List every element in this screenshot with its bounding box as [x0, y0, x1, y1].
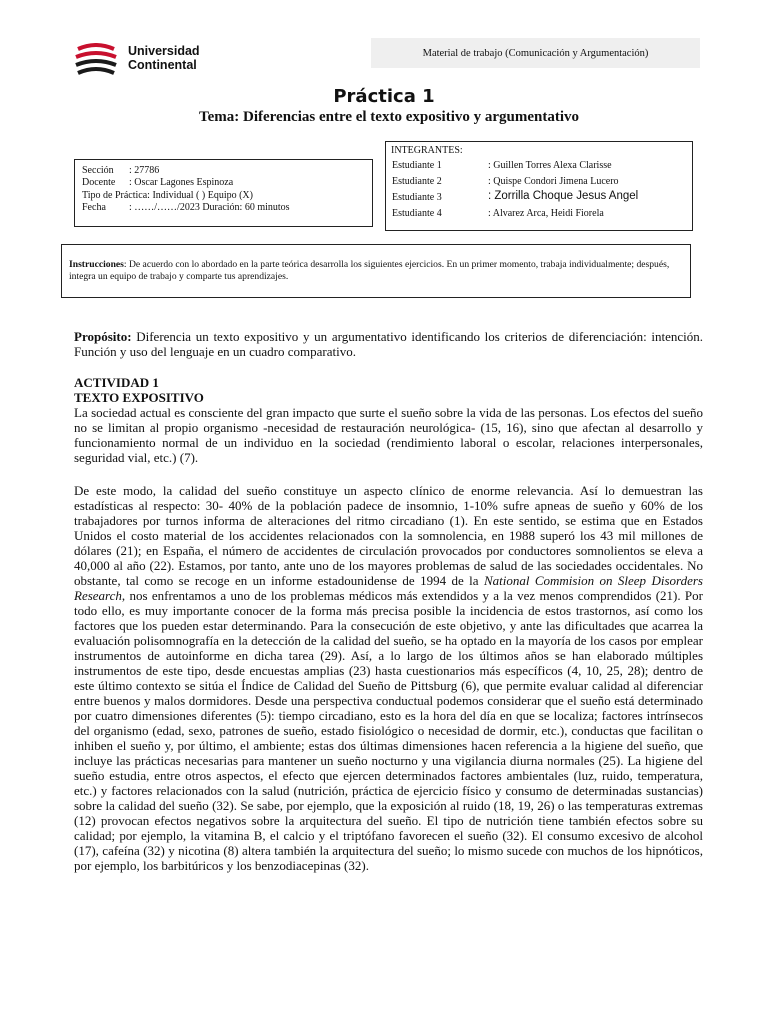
universidad-continental-logo	[72, 43, 120, 77]
texto-tipo-heading: TEXTO EXPOSITIVO	[74, 390, 204, 405]
paragraph-1: La sociedad actual es consciente del gran impacto que surte el sueño sobre la vida de las personas. Los efectos del sueño no se limitan al propio organismo -necesidad de restauración neurológica- (15, 16), sino que afectan al desarrollo y funcionamiento normal de un individuo en la sociedad (rendimiento laboral o escolar, relaciones interpersonales, seguridad vial, etc.) (7).	[74, 405, 703, 465]
fecha-row	[82, 202, 372, 214]
course-info-box	[74, 159, 373, 227]
proposito-text: Diferencia un texto expositivo y un argumentativo identificando los criterios de diferenciación: intención. Función y uso del lenguaje en un cuadro comparativo.	[74, 329, 703, 359]
tema-heading: Tema: Diferencias entre el texto expositivo y argumentativo	[198, 109, 580, 125]
member-row	[391, 173, 692, 189]
member-name: : Zorrilla Choque Jesus Angel	[488, 190, 639, 202]
instructions-label: Instrucciones	[69, 259, 124, 270]
instructions-text: : De acuerdo con lo abordado en la parte teórica desarrolla los siguientes ejercicios. En un primer momento, trabaja individualmente; después, integra un equipo de trabajo y comparte tus aprendizajes.	[69, 259, 670, 282]
material-label	[371, 38, 700, 68]
member-label: Estudiante 4	[392, 208, 442, 219]
seccion-row	[82, 165, 372, 177]
university-name-line1: Universidad	[128, 44, 200, 58]
docente-row	[82, 177, 372, 189]
member-name: : Guillen Torres Alexa Clarisse	[488, 160, 612, 171]
member-row	[391, 157, 692, 173]
instructions-box	[61, 244, 691, 298]
docente-value: : Oscar Lagones Espinoza	[129, 177, 234, 189]
member-name: : Quispe Condori Jimena Lucero	[488, 176, 619, 187]
integrantes-box	[385, 141, 693, 231]
proposito-label: Propósito:	[74, 329, 132, 344]
docente-label: Docente	[82, 177, 116, 189]
tipo-practica-row: Tipo de Práctica: Individual ( ) Equipo (X)	[82, 189, 253, 201]
member-label: Estudiante 2	[392, 176, 442, 187]
integrantes-heading: INTEGRANTES:	[391, 145, 463, 156]
seccion-label: Sección	[82, 165, 114, 176]
member-label: Estudiante 1	[392, 160, 442, 171]
university-name-line2: Continental	[128, 58, 197, 72]
member-name: : Alvarez Arca, Heidi Fiorela	[488, 208, 604, 219]
paragraph-2-part-a: De este modo, la calidad del sueño constituye un aspecto clínico de enorme relevancia. Así lo demuestran las estadísticas al respecto: 30- 40% de la población padece de insomnio, 1-10% sufre apneas de sueño y 60% de los trabajadores por turnos informa de alteraciones del ritmo circadiano (1). En este sentido, se estima que en Estados Unidos el costo material de los accidentes relacionados con la somnolencia, en 1988 superó los 43 mil millones de dólares (21); en España, el número de accidentes de circulación provocados por conductores somnolientos se eleva a 40,000 al año (22). Estamos, por tanto, ante uno de los mayores problemas de salud de las sociedades occidentales. No obstante, tal como se recoge en un informe estadounidense de 1994 de la	[74, 483, 703, 588]
fecha-label: Fecha	[82, 202, 106, 214]
member-row	[391, 189, 692, 205]
seccion-value: : 27786	[129, 165, 160, 176]
paragraph-2-part-b: , nos enfrentamos a uno de los problemas médicos más extendidos y a la vez menos comprendidos (21). Por todo ello, es muy importante conocer de la forma más precisa posible la incidencia de estos trastornos, así como los factores que los pueden estar determinando. Para la consecución de este objetivo, y ante las dificultades que acarrea la evaluación polisomnografía en la detección de la calidad del sueño, se ha optado en la mayoría de los casos por emplear instrumentos de autoinforme en dicha tarea (29). Así, a lo largo de los últimos años se han elaborado múltiples instrumentos de este tipo, desde encuestas amplias (23) hasta cuestionarios más específicos (4, 10, 25, 28); dentro de este último contexto se sitúa el Índice de Calidad del Sueño de Pittsburg (6), que permite evaluar calidad al diferenciar entre buenos y malos dormidores. Desde una perspectiva conductual podemos considerar que el sueño está determinado por cuatro dimensiones diferentes (5): tiempo circadiano, esto es la hora del día en que se localiza; factores intrínsecos del organismo (edad, sexo, patrones de sueño, estado fisiológico o necesidad de dormir, etc.), conductas que facilitan o inhiben el sueño y, por último, el ambiente; estas dos últimas dimensiones hacen referencia a la higiene del sueño, que incluye las prácticas necesarias para mantener un sueño nocturno y una vigilancia diurna normales (25). La higiene del sueño estudia, entre otros aspectos, el efecto que ejercen determinados factores ambientales (luz, ruido, temperatura, etc.) y factores relacionados con la salud (nutrición, práctica de ejercicio físico y consumo de determinadas sustancias) sobre la calidad del sueño (32). Se sabe, por ejemplo, que la exposición al ruido (18, 19, 26) o las temperaturas extremas (12) provocan efectos negativos sobre la arquitectura del sueño. El tipo de nutrición tiene también efectos sobre su calidad; por ejemplo, la vitamina B, el calcio y el triptófano favorecen el sueño (32). El consumo excesivo de alcohol (17), cafeína (32) y nicotina (8) altera también la arquitectura del sueño; lo mismo sucede con muchos de los hipnóticos, por ejemplo, los barbitúricos y los benzodiacepinas (32).	[74, 588, 703, 873]
actividad-heading: ACTIVIDAD 1	[74, 375, 159, 390]
member-label: Estudiante 3	[392, 192, 442, 203]
material-text: Material de trabajo (Comunicación y Argumentación)	[422, 47, 649, 59]
member-row	[391, 205, 692, 221]
fecha-value: : ……/……/2023 Duración: 60 minutos	[129, 202, 290, 214]
proposito-paragraph	[74, 329, 703, 359]
university-name	[128, 44, 200, 72]
paragraph-2	[74, 483, 703, 873]
page-title: Práctica 1	[333, 86, 435, 107]
paragraph-2-report-title: National Commision on Sleep Disorders Research	[74, 573, 703, 603]
